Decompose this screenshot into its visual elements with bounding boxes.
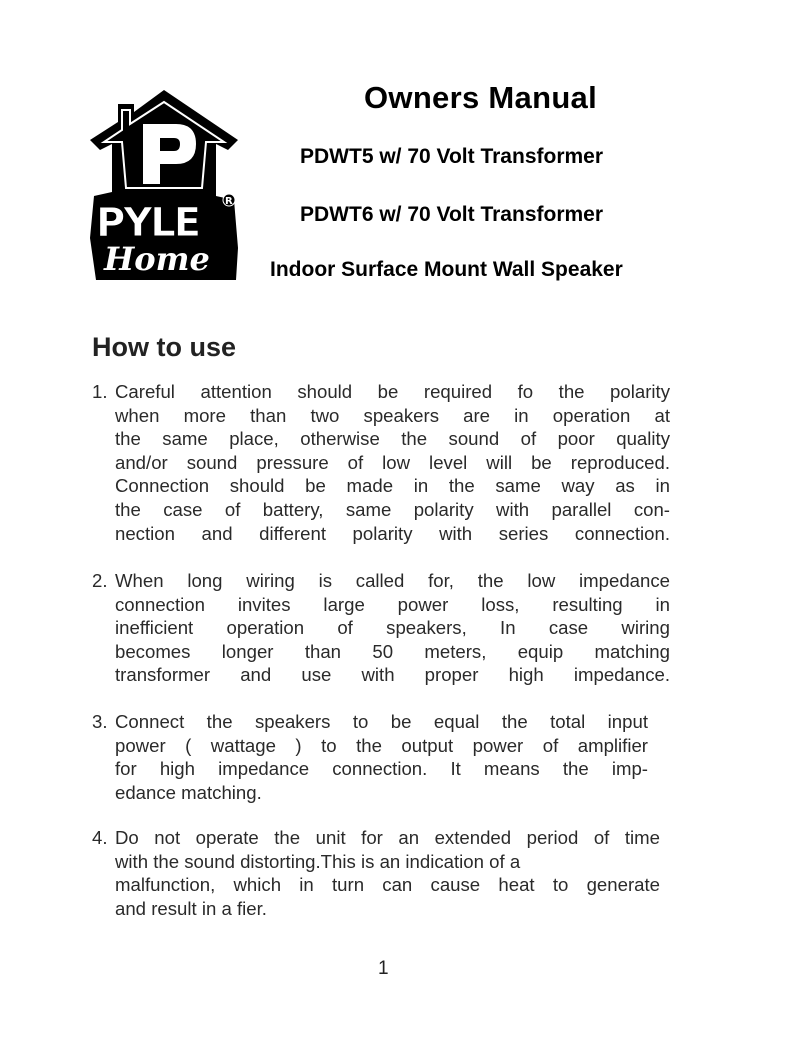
section-heading: How to use (92, 332, 237, 362)
instruction-item (92, 710, 648, 804)
item-line: with the sound distorting.This is an indication of a (115, 850, 521, 872)
svg-text:Home: Home (104, 240, 210, 278)
item-line: power ( wattage ) to the output power of amplifier (115, 734, 648, 756)
model-line-pdwt5: PDWT5 w/ 70 Volt Transformer (300, 145, 604, 168)
item-number: 4. (92, 827, 108, 848)
model-line-pdwt6: PDWT6 w/ 70 Volt Transformer (300, 203, 604, 226)
instruction-item (92, 826, 660, 920)
item-line: Careful attention should be required fo the polarity (115, 381, 670, 402)
item-number: 1. (92, 381, 108, 402)
item-line: edance matching. (115, 781, 262, 803)
item-line: connection invites large power loss, resulting in (115, 593, 670, 615)
item-line: and result in a fier. (115, 897, 267, 919)
item-number: 2. (92, 570, 108, 591)
item-line: inefficient operation of speakers, In case wiring (115, 617, 670, 639)
instruction-item (92, 569, 670, 687)
item-line: Connection should be made in the same way as in (115, 475, 670, 497)
item-line: for high impedance connection. It means the imp- (115, 758, 648, 780)
item-line: becomes longer than 50 meters, equip matching (115, 640, 670, 662)
item-line: the case of battery, same polarity with parallel con- (115, 498, 670, 520)
item-line: Do not operate the unit for an extended period of time (115, 827, 660, 848)
item-line: transformer and use with proper high impedance. (115, 664, 670, 686)
product-description: Indoor Surface Mount Wall Speaker (270, 258, 623, 281)
item-line: the same place, otherwise the sound of poor quality (115, 428, 670, 450)
svg-text:PYLE: PYLE (96, 200, 200, 246)
item-line: nection and different polarity with series connection. (115, 522, 670, 544)
item-line: and/or sound pressure of low level will be reproduced. (115, 451, 670, 473)
page-title: Owners Manual (364, 80, 598, 115)
pyle-home-logo (88, 88, 240, 280)
page-number: 1 (378, 958, 389, 979)
svg-text:R: R (225, 196, 233, 207)
item-line: Connect the speakers to be equal the total input (115, 711, 648, 732)
item-number: 3. (92, 711, 108, 732)
house-logo-icon (88, 88, 240, 280)
instruction-item (92, 380, 670, 545)
item-line: malfunction, which in turn can cause heat to generate (115, 874, 660, 896)
item-line: When long wiring is called for, the low impedance (115, 570, 670, 591)
item-line: when more than two speakers are in operation at (115, 404, 670, 426)
